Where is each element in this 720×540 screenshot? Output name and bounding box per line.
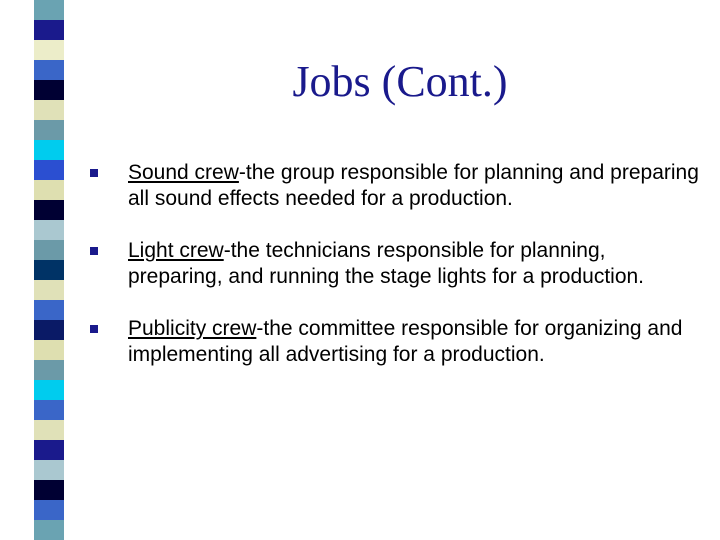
stripe-segment <box>34 360 64 380</box>
stripe-segment <box>34 100 64 120</box>
stripe-segment <box>34 220 64 240</box>
stripe-segment <box>34 120 64 140</box>
stripe-segment <box>34 440 64 460</box>
bullet-definition: -the group responsible for planning and preparing all sound effects needed for a production. <box>128 161 699 210</box>
bullet-item-sound-crew <box>90 160 700 212</box>
stripe-segment <box>34 240 64 260</box>
stripe-segment <box>34 160 64 180</box>
bullet-list <box>90 160 700 368</box>
stripe-segment <box>34 400 64 420</box>
bullet-item-light-crew <box>90 238 700 290</box>
stripe-segment <box>34 500 64 520</box>
stripe-segment <box>34 380 64 400</box>
stripe-segment <box>34 20 64 40</box>
stripe-segment <box>34 180 64 200</box>
stripe-segment <box>34 40 64 60</box>
stripe-segment <box>34 420 64 440</box>
stripe-segment <box>34 60 64 80</box>
stripe-segment <box>34 280 64 300</box>
stripe-segment <box>34 340 64 360</box>
slide-title: Jobs (Cont.) <box>292 57 508 106</box>
stripe-segment <box>34 200 64 220</box>
bullet-term: Light crew <box>128 239 224 262</box>
bullet-item-publicity-crew <box>90 316 700 368</box>
stripe-segment <box>34 0 64 20</box>
bullet-square-icon <box>90 169 98 177</box>
bullet-term: Sound crew <box>128 161 239 184</box>
stripe-segment <box>34 260 64 280</box>
bullet-square-icon <box>90 247 98 255</box>
decorative-stripe-bar <box>34 0 64 540</box>
bullet-term: Publicity crew <box>128 317 257 340</box>
stripe-segment <box>34 520 64 540</box>
stripe-segment <box>34 140 64 160</box>
bullet-square-icon <box>90 325 98 333</box>
bullet-definition: -the technicians responsible for planning, preparing, and running the stage lights for a production. <box>128 239 645 288</box>
stripe-segment <box>34 300 64 320</box>
stripe-segment <box>34 480 64 500</box>
stripe-segment <box>34 460 64 480</box>
stripe-segment <box>34 80 64 100</box>
stripe-segment <box>34 320 64 340</box>
bullet-definition: -the committee responsible for organizing and implementing all advertising for a production. <box>128 317 683 366</box>
